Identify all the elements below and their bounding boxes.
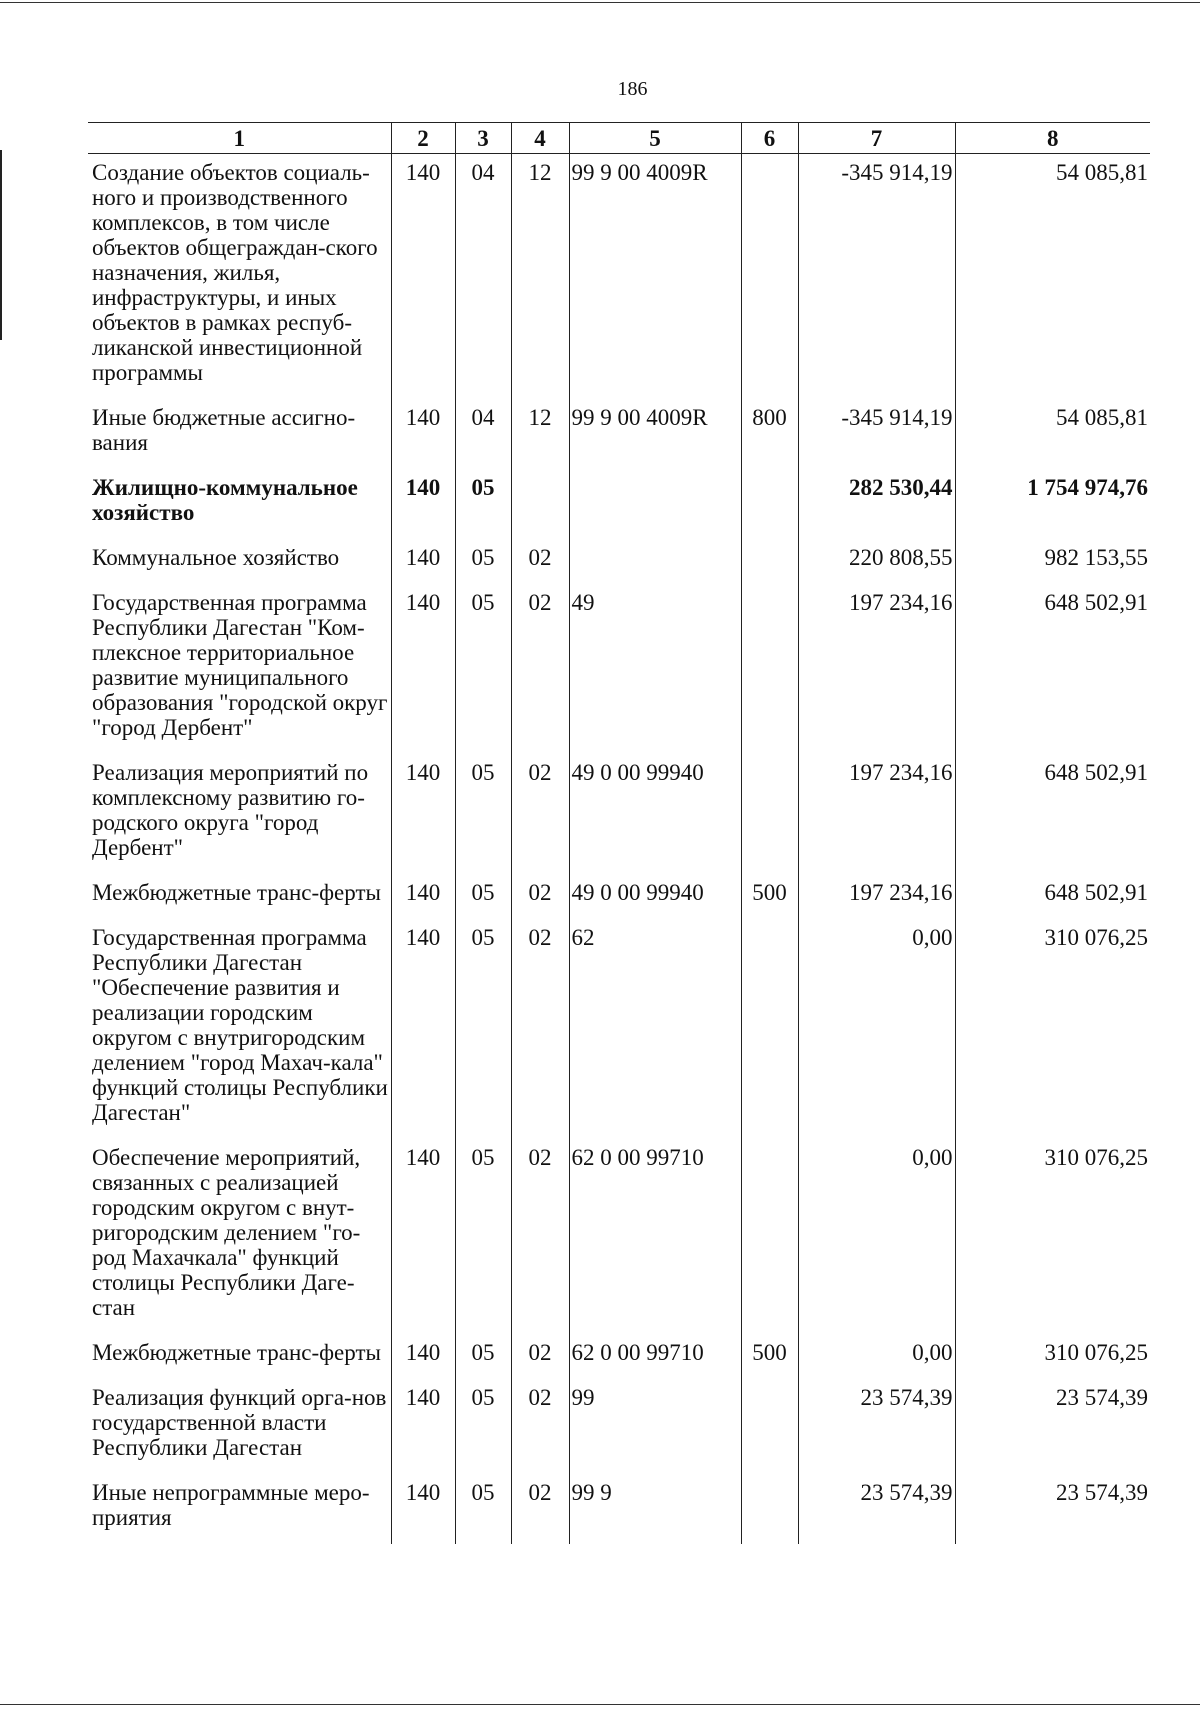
cell-c8: 648 502,91 xyxy=(955,584,1150,754)
cell-c3: 05 xyxy=(455,1139,511,1334)
cell-c2: 140 xyxy=(391,154,455,400)
cell-c7: 0,00 xyxy=(798,1139,955,1334)
cell-c5: 99 9 00 4009R xyxy=(569,154,741,400)
cell-c5: 99 xyxy=(569,1379,741,1474)
cell-c5 xyxy=(569,469,741,539)
cell-c6: 800 xyxy=(741,399,798,469)
cell-c2: 140 xyxy=(391,539,455,584)
cell-c3: 05 xyxy=(455,584,511,754)
cell-c8: 310 076,25 xyxy=(955,1139,1150,1334)
cell-c7: 197 234,16 xyxy=(798,584,955,754)
cell-c3: 05 xyxy=(455,874,511,919)
table-row xyxy=(88,874,1150,919)
cell-c4: 02 xyxy=(511,919,569,1139)
cell-c2: 140 xyxy=(391,469,455,539)
scan-edge-left xyxy=(0,150,2,340)
cell-c5: 99 9 xyxy=(569,1474,741,1544)
row-name: Реализация мероприятий по комплексному развитию го-родского округа "город Дербент" xyxy=(92,760,369,860)
scan-edge-bottom xyxy=(0,1704,1200,1705)
cell-c2: 140 xyxy=(391,399,455,469)
column-header: 4 xyxy=(511,123,569,154)
cell-c6 xyxy=(741,469,798,539)
column-header: 3 xyxy=(455,123,511,154)
table-row xyxy=(88,399,1150,469)
column-header: 6 xyxy=(741,123,798,154)
cell-c7: 220 808,55 xyxy=(798,539,955,584)
cell-c4 xyxy=(511,469,569,539)
cell-c7: -345 914,19 xyxy=(798,399,955,469)
cell-c8: 310 076,25 xyxy=(955,919,1150,1139)
row-name: Межбюджетные транс-ферты xyxy=(92,880,381,905)
column-header: 7 xyxy=(798,123,955,154)
cell-c3: 05 xyxy=(455,1379,511,1474)
cell-c8: 54 085,81 xyxy=(955,399,1150,469)
cell-c4: 02 xyxy=(511,754,569,874)
table-body xyxy=(88,154,1150,1545)
cell-c6 xyxy=(741,584,798,754)
row-name: Жилищно-коммунальное хозяйство xyxy=(92,475,358,525)
cell-c6 xyxy=(741,1474,798,1544)
table-row xyxy=(88,539,1150,584)
table-row xyxy=(88,919,1150,1139)
table-row xyxy=(88,1474,1150,1544)
cell-c2: 140 xyxy=(391,874,455,919)
cell-c6 xyxy=(741,154,798,400)
cell-c5: 62 xyxy=(569,919,741,1139)
table-row xyxy=(88,154,1150,400)
page-number: 186 xyxy=(617,78,648,100)
cell-c7: 0,00 xyxy=(798,1334,955,1379)
cell-c2: 140 xyxy=(391,754,455,874)
cell-c5 xyxy=(569,539,741,584)
row-name: Коммунальное хозяйство xyxy=(92,545,340,570)
cell-c3: 05 xyxy=(455,539,511,584)
cell-c2: 140 xyxy=(391,1474,455,1544)
table-row xyxy=(88,1379,1150,1474)
budget-table xyxy=(88,122,1150,1544)
cell-c2: 140 xyxy=(391,919,455,1139)
cell-c6: 500 xyxy=(741,1334,798,1379)
row-name: Обеспечение мероприятий, связанных с реализацией городским округом с внут-ригородским делением "го-род Махачкала" функций столицы Республики Даге-стан xyxy=(92,1145,361,1320)
cell-c4: 02 xyxy=(511,874,569,919)
row-name: Реализация функций орга-нов государственной власти Республики Дагестан xyxy=(92,1385,387,1460)
row-name: Иные бюджетные ассигно-вания xyxy=(92,405,356,455)
cell-c7: 23 574,39 xyxy=(798,1379,955,1474)
cell-c8: 648 502,91 xyxy=(955,754,1150,874)
column-header: 1 xyxy=(88,123,391,154)
cell-c6 xyxy=(741,1139,798,1334)
cell-c4: 02 xyxy=(511,584,569,754)
cell-c3: 05 xyxy=(455,1474,511,1544)
scan-edge-top xyxy=(0,2,1200,3)
cell-c5: 49 0 00 99940 xyxy=(569,754,741,874)
cell-c7: 23 574,39 xyxy=(798,1474,955,1544)
cell-c8: 310 076,25 xyxy=(955,1334,1150,1379)
cell-c8: 1 754 974,76 xyxy=(955,469,1150,539)
cell-c5: 49 0 00 99940 xyxy=(569,874,741,919)
cell-c7: 197 234,16 xyxy=(798,874,955,919)
cell-c3: 05 xyxy=(455,754,511,874)
cell-c4: 02 xyxy=(511,1139,569,1334)
cell-c3: 05 xyxy=(455,469,511,539)
cell-c4: 02 xyxy=(511,1379,569,1474)
cell-c4: 12 xyxy=(511,399,569,469)
table-row xyxy=(88,469,1150,539)
cell-c7: 197 234,16 xyxy=(798,754,955,874)
cell-c5: 99 9 00 4009R xyxy=(569,399,741,469)
cell-c8: 54 085,81 xyxy=(955,154,1150,400)
row-name: Создание объектов социаль-ного и производственного комплексов, в том числе объектов общеграждан-ского назначения, жилья, инфраструктуры, и иных объектов в рамках респуб-ликанской инвестиционной программы xyxy=(92,160,378,385)
cell-c6 xyxy=(741,754,798,874)
cell-c6 xyxy=(741,539,798,584)
cell-c8: 648 502,91 xyxy=(955,874,1150,919)
table-row xyxy=(88,1334,1150,1379)
column-header: 8 xyxy=(955,123,1150,154)
cell-c7: -345 914,19 xyxy=(798,154,955,400)
cell-c5: 62 0 00 99710 xyxy=(569,1139,741,1334)
cell-c2: 140 xyxy=(391,584,455,754)
row-name: Иные непрограммные меро-приятия xyxy=(92,1480,370,1530)
cell-c5: 62 0 00 99710 xyxy=(569,1334,741,1379)
cell-c5: 49 xyxy=(569,584,741,754)
cell-c3: 04 xyxy=(455,399,511,469)
cell-c6 xyxy=(741,919,798,1139)
cell-c2: 140 xyxy=(391,1139,455,1334)
table-row xyxy=(88,584,1150,754)
cell-c2: 140 xyxy=(391,1334,455,1379)
cell-c4: 02 xyxy=(511,539,569,584)
row-name: Государственная программа Республики Дагестан "Обеспечение развития и реализации городским округом с внутригородским делением "город Махач-кала" функций столицы Республики Дагестан" xyxy=(92,925,388,1125)
cell-c3: 04 xyxy=(455,154,511,400)
cell-c7: 0,00 xyxy=(798,919,955,1139)
cell-c4: 12 xyxy=(511,154,569,400)
cell-c8: 23 574,39 xyxy=(955,1379,1150,1474)
cell-c7: 282 530,44 xyxy=(798,469,955,539)
cell-c3: 05 xyxy=(455,919,511,1139)
row-name: Межбюджетные транс-ферты xyxy=(92,1340,381,1365)
cell-c3: 05 xyxy=(455,1334,511,1379)
header-row xyxy=(88,123,1150,154)
cell-c2: 140 xyxy=(391,1379,455,1474)
cell-c8: 982 153,55 xyxy=(955,539,1150,584)
table-header xyxy=(88,123,1150,154)
cell-c6 xyxy=(741,1379,798,1474)
cell-c4: 02 xyxy=(511,1334,569,1379)
column-header: 2 xyxy=(391,123,455,154)
cell-c8: 23 574,39 xyxy=(955,1474,1150,1544)
cell-c6: 500 xyxy=(741,874,798,919)
column-header: 5 xyxy=(569,123,741,154)
table-row xyxy=(88,754,1150,874)
row-name: Государственная программа Республики Дагестан "Ком-плексное территориальное развитие муниципального образования "городской округ "город Дербент" xyxy=(92,590,388,740)
table-row xyxy=(88,1139,1150,1334)
cell-c4: 02 xyxy=(511,1474,569,1544)
